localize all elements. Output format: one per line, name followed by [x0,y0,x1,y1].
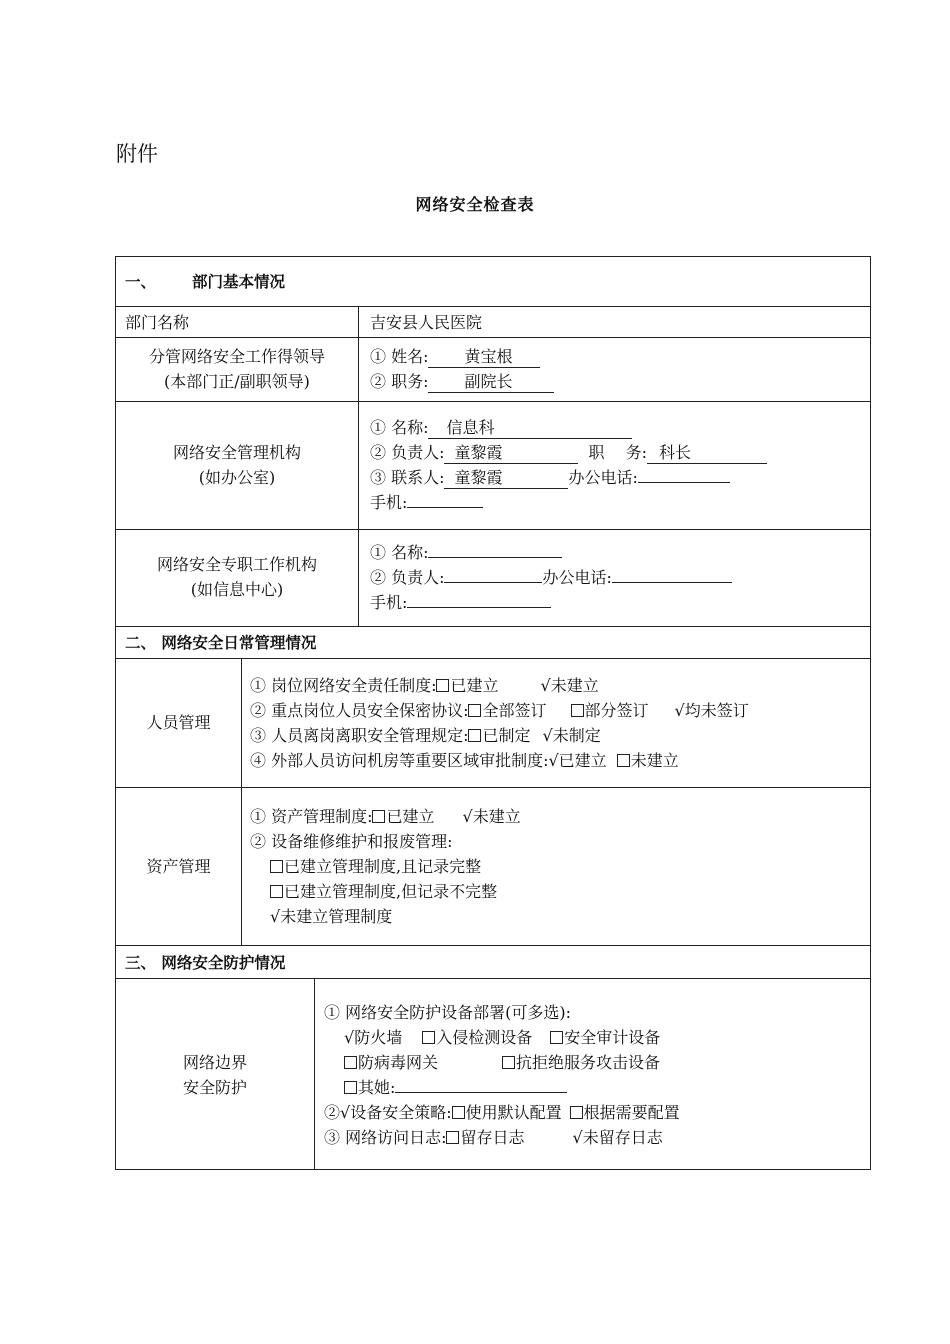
org-phone-field [638,482,730,483]
border-label-line1: 网络边界 [182,1053,247,1072]
n1-ddos: 抗拒绝服务攻击设备 [516,1053,661,1072]
ded-phone-field [612,582,732,583]
dedicated-org-label-line2: (如信息中心) [190,580,284,599]
leader-position: 副院长 [428,372,554,393]
a1-opt1: 已建立 [386,807,435,826]
p2-opt2: 部分签订 [584,701,649,720]
row-divider [115,787,871,788]
org-duty: 科长 [647,443,767,464]
row-divider [115,306,871,307]
ded-head-label: ② 负责人: [370,568,445,587]
org-label-line2: (如办公室) [198,468,276,487]
leader-label-line1: 分管网络安全工作得领导 [148,347,325,366]
dedicated-org-info [370,540,732,615]
border-protection-items [324,1000,680,1150]
column-divider [358,306,359,626]
ded-mobile-label: 手机: [370,593,408,612]
org-phone-label: 办公电话: [568,468,638,487]
section-title: 部门基本情况 [192,272,286,291]
org-duty-label: 职 务: [588,443,647,462]
row-divider [115,658,871,659]
leader-position-label: ② 职务: [370,372,429,391]
n3-opt2: √未留存日志 [572,1128,663,1147]
page-title: 网络安全检查表 [415,195,535,214]
n3-opt1: 留存日志 [460,1128,525,1147]
checkbox-icon [570,1106,583,1119]
org-name-label: ① 名称: [370,418,429,437]
leader-name-label: ① 姓名: [370,347,429,366]
org-mobile-field [407,507,483,508]
a2-label: ② 设备维修维护和报废管理: [250,832,453,851]
personnel-items [250,673,749,773]
org-head-label: ② 负责人: [370,443,445,462]
p2-label: ② 重点岗位人员安全保密协议: [250,701,469,720]
checkbox-icon [344,1056,357,1069]
n2-opt2: 根据需要配置 [583,1103,680,1122]
org-info [370,415,767,515]
p3-label: ③ 人员离岗离职安全管理规定: [250,726,469,745]
ded-mobile-field [407,607,551,608]
p3-opt2: √未制定 [542,726,601,745]
a2-opt2: 已建立管理制度,但记录不完整 [284,882,498,901]
checkbox-icon [270,885,283,898]
n2-opt1: 使用默认配置 [465,1103,562,1122]
n3-label: ③ 网络访问日志: [324,1128,447,1147]
ded-head-field [444,582,542,583]
row-divider [115,529,871,530]
dept-name-label: 部门名称 [125,313,190,332]
checkbox-icon [344,1081,357,1094]
checkbox-icon [372,810,385,823]
ded-name-label: ① 名称: [370,543,429,562]
checkbox-icon [571,704,584,717]
p3-opt1: 已制定 [482,726,531,745]
a1-opt2: √未建立 [462,807,521,826]
row-divider [115,945,871,946]
row-divider [115,626,871,627]
section-1-header [125,269,285,294]
section-2-header: 二、 网络安全日常管理情况 [125,633,317,652]
ded-name-field [428,557,562,558]
checkbox-icon [468,704,481,717]
leader-label-line2: (本部门正/副职领导) [164,372,310,391]
org-contact-label: ③ 联系人: [370,468,445,487]
border-label-line2: 安全防护 [182,1078,247,1097]
checkbox-icon [422,1031,435,1044]
org-label [116,440,358,490]
section-number: 一、 [125,272,157,291]
row-divider [115,401,871,402]
n1-other-field [395,1092,567,1093]
p4-opt1: √已建立 [548,751,607,770]
a2-opt1: 已建立管理制度,且记录完整 [284,857,482,876]
org-label-line1: 网络安全管理机构 [172,443,301,462]
attachment-label: 附件 [116,142,158,166]
n1-audit: 安全审计设备 [564,1028,661,1047]
section-3-header: 三、 网络安全防护情况 [125,953,286,972]
p1-opt1: 已建立 [450,676,499,695]
leader-name: 黄宝根 [428,347,540,368]
dedicated-org-label-line1: 网络安全专职工作机构 [156,555,317,574]
p4-opt2: 未建立 [630,751,679,770]
asset-label: 资产管理 [146,857,211,876]
asset-items [250,804,521,929]
n1-av: 防病毒网关 [358,1053,439,1072]
leader-label [116,344,358,394]
a2-opt3: √未建立管理制度 [270,907,393,926]
org-contact: 童黎霞 [444,468,568,489]
n1-other: 其她: [358,1078,396,1097]
n1-firewall: √防火墙 [344,1028,403,1047]
column-divider [241,658,242,945]
dedicated-org-label [116,552,358,602]
border-protection-label [116,1050,314,1100]
dept-name-value: 吉安县人民医院 [370,313,483,332]
p1-opt2: √未建立 [540,676,599,695]
checkbox-icon [270,860,283,873]
p2-opt3: √均未签订 [674,701,749,720]
n1-ids: 入侵检测设备 [436,1028,533,1047]
checkbox-icon [452,1106,465,1119]
p4-label: ④ 外部人员访问机房等重要区域审批制度: [250,751,549,770]
checkbox-icon [550,1031,563,1044]
ded-phone-label: 办公电话: [542,568,612,587]
p2-opt1: 全部签订 [482,701,547,720]
column-divider [314,978,315,1170]
n1-label: ① 网络安全防护设备部署(可多选): [324,1003,571,1022]
checkbox-icon [502,1056,515,1069]
checkbox-icon [468,729,481,742]
n2-label: ②√设备安全策略: [324,1103,452,1122]
p1-label: ① 岗位网络安全责任制度: [250,676,437,695]
personnel-label: 人员管理 [146,713,211,732]
row-divider [115,337,871,338]
checkbox-icon [617,754,630,767]
org-mobile-label: 手机: [370,493,408,512]
org-name: 信息科 [428,418,632,439]
leader-info [370,344,554,394]
row-divider [115,978,871,979]
checkbox-icon [436,679,449,692]
a1-label: ① 资产管理制度: [250,807,373,826]
checkbox-icon [446,1131,459,1144]
org-head: 童黎霞 [444,443,578,464]
